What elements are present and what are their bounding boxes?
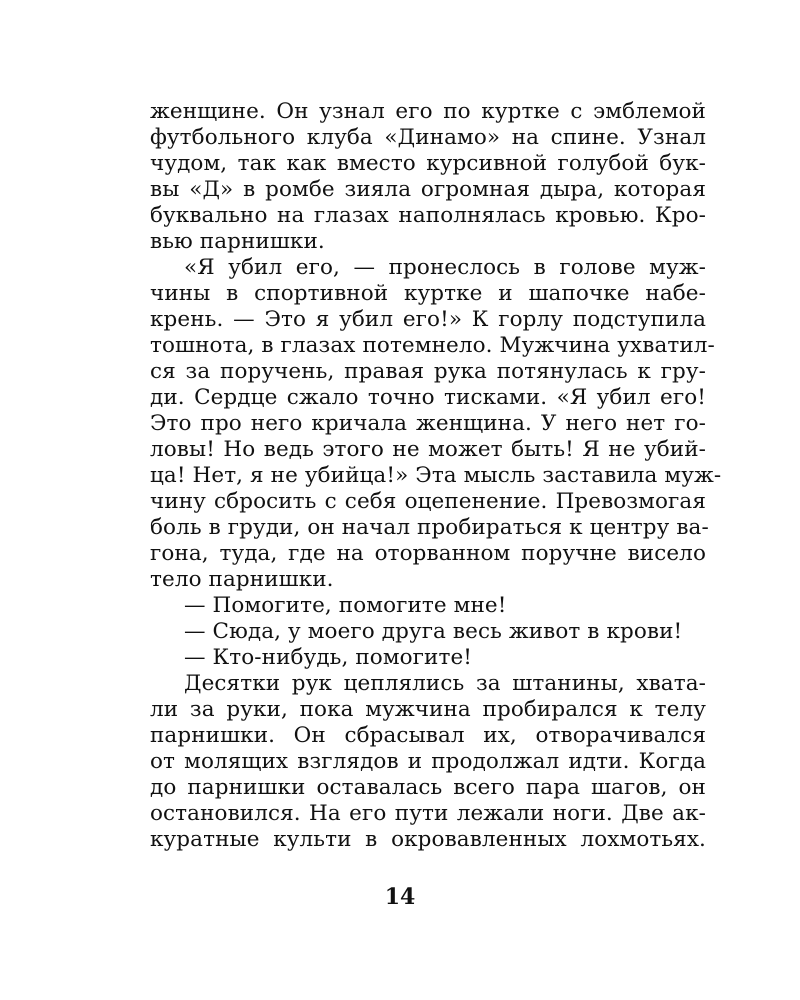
text-body: [150, 99, 722, 853]
page-number: 14: [384, 884, 416, 910]
text-line: до парнишки оставалась всего пара шагов, он: [150, 775, 706, 800]
text-line: Десятки рук цеплялись за штанины, хвата-: [184, 671, 706, 696]
text-line: тело парнишки.: [150, 567, 334, 592]
text-line: Это про него кричала женщина. У него нет го-: [150, 411, 706, 436]
text-line: вы «Д» в ромбе зияла огромная дыра, которая: [150, 177, 706, 202]
text-line: крень. — Это я убил его!» К горлу подступила: [150, 307, 706, 332]
text-line: куратные культи в окровавленных лохмотьях.: [150, 827, 706, 852]
dialogue-line: — Сюда, у моего друга весь живот в крови!: [184, 619, 683, 644]
text-line: «Я убил его, — пронеслось в голове муж-: [184, 255, 706, 280]
dialogue-line: — Помогите, помогите мне!: [184, 593, 507, 618]
text-line: чину сбросить с себя оцепенение. Превозмогая: [150, 489, 706, 514]
text-line: буквально на глазах наполнялась кровью. Кро-: [150, 203, 706, 228]
text-line: от молящих взглядов и продолжал идти. Когда: [150, 749, 706, 774]
text-line: остановился. На его пути лежали ноги. Две ак-: [150, 801, 706, 826]
text-line: чины в спортивной куртке и шапочке набе-: [150, 281, 706, 306]
dialogue-line: — Кто-нибудь, помогите!: [184, 645, 473, 670]
text-line: женщине. Он узнал его по куртке с эмблемой: [150, 99, 706, 124]
text-line: боль в груди, он начал пробираться к центру ва-: [150, 515, 709, 540]
text-line: парнишки. Он сбрасывал их, отворачивался: [150, 723, 706, 748]
text-line: ся за поручень, правая рука потянулась к гру-: [150, 359, 706, 384]
text-line: ца! Нет, я не убийца!» Эта мысль заставила муж-: [150, 463, 722, 488]
text-line: ди. Сердце сжало точно тисками. «Я убил его!: [150, 385, 706, 410]
text-line: футбольного клуба «Динамо» на спине. Узнал: [150, 125, 706, 150]
text-line: ловы! Но ведь этого не может быть! Я не убий-: [150, 437, 706, 462]
text-line: ли за руки, пока мужчина пробирался к телу: [150, 697, 706, 722]
text-line: чудом, так как вместо курсивной голубой бук-: [150, 151, 706, 176]
text-line: тошнота, в глазах потемнело. Мужчина ухватил-: [150, 333, 715, 358]
text-line: вью парнишки.: [150, 229, 325, 254]
text-line: гона, туда, где на оторванном поручне висело: [150, 541, 706, 566]
